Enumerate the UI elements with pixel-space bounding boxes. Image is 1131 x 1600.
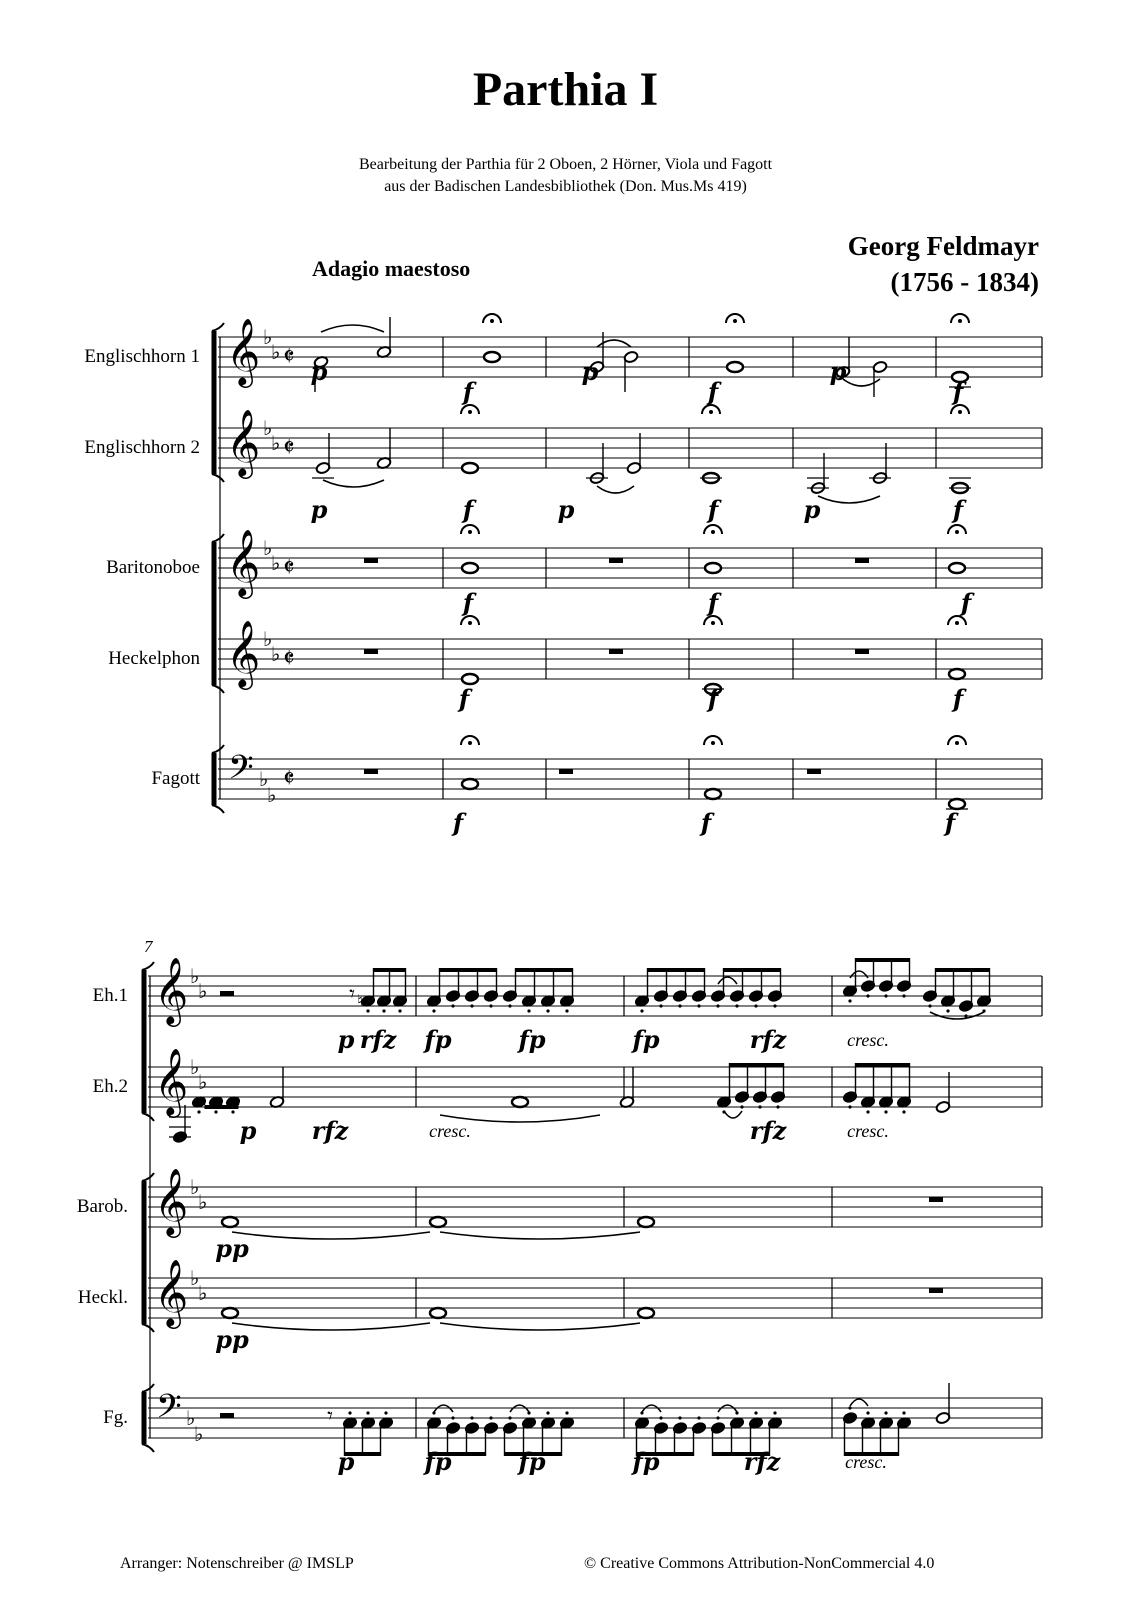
bracket-hook xyxy=(142,1324,154,1332)
staccato-dot xyxy=(348,1411,351,1414)
dynamic-p: p xyxy=(803,495,821,524)
instrument-abbr-barob: Barob. xyxy=(76,1196,128,1217)
whole-rest xyxy=(364,649,378,654)
dynamic-cresc: cresc. xyxy=(845,1452,887,1472)
staccato-dot xyxy=(489,1004,492,1007)
bass-clef: 𝄢 xyxy=(228,749,254,794)
staccato-dot xyxy=(678,1416,681,1419)
staccato-dot xyxy=(384,1411,387,1414)
flat-sign: ♭ xyxy=(190,1057,200,1079)
whole-note xyxy=(727,362,743,372)
natural-sign: ♮ xyxy=(357,993,363,1010)
staccato-dot xyxy=(382,1009,385,1012)
beam xyxy=(374,968,406,972)
whole-note xyxy=(222,1308,238,1318)
beam xyxy=(205,1105,239,1109)
whole-rest xyxy=(855,649,869,654)
staccato-dot xyxy=(902,994,905,997)
cut-time: 𝄵 xyxy=(283,644,295,673)
fermata-dot xyxy=(709,410,713,414)
whole-rest xyxy=(364,558,378,563)
staccato-dot xyxy=(197,1110,200,1113)
staccato-dot xyxy=(964,1014,967,1017)
dynamic-pp: pp xyxy=(215,1234,249,1263)
whole-rest xyxy=(220,991,234,996)
instrument-name-eh1: Englischhorn 1 xyxy=(84,346,200,367)
dynamic-rfz: rfz xyxy=(743,1447,781,1476)
staccato-dot xyxy=(508,1416,511,1419)
flat-sign: ♭ xyxy=(271,342,281,364)
flat-sign: ♭ xyxy=(271,433,281,455)
slur xyxy=(818,496,880,503)
composer-dates: (1756 - 1834) xyxy=(890,267,1039,297)
staccato-dot xyxy=(640,1009,643,1012)
staccato-dot xyxy=(866,1110,869,1113)
fermata-dot xyxy=(468,410,472,414)
staccato-dot xyxy=(470,1004,473,1007)
slur xyxy=(232,1232,430,1239)
slur xyxy=(597,486,634,493)
instrument-abbr-fg: Fg. xyxy=(103,1407,128,1428)
dynamic-f: f xyxy=(944,808,956,837)
flat-sign: ♭ xyxy=(190,1177,200,1199)
flat-sign: ♭ xyxy=(271,553,281,575)
subtitle-line-1: Bearbeitung der Parthia für 2 Oboen, 2 Hörner, Viola und Fagott xyxy=(358,156,773,173)
whole-note xyxy=(430,1217,446,1227)
bracket-hook xyxy=(142,1444,154,1452)
bracket-hook xyxy=(212,805,224,813)
dynamic-p: p xyxy=(337,1025,355,1054)
arranger-credit: Arranger: Notenschreiber @ IMSLP xyxy=(120,1555,354,1572)
beam xyxy=(516,968,573,972)
whole-note xyxy=(638,1308,654,1318)
staccato-dot xyxy=(366,1009,369,1012)
whole-rest xyxy=(220,1413,234,1418)
dynamic-p: p xyxy=(557,495,575,524)
whole-rest xyxy=(855,558,869,563)
staccato-dot xyxy=(432,1009,435,1012)
flat-sign: ♭ xyxy=(259,769,269,791)
flat-sign: ♭ xyxy=(263,538,273,560)
fermata-dot xyxy=(468,621,472,625)
dynamic-fp: fp xyxy=(518,1025,546,1054)
staccato-dot xyxy=(716,1004,719,1007)
staccato-dot xyxy=(773,1411,776,1414)
staccato-dot xyxy=(848,999,851,1002)
bracket-hook xyxy=(212,685,224,693)
staccato-dot xyxy=(508,1004,511,1007)
fermata-dot xyxy=(468,741,472,745)
dynamic-f: f xyxy=(700,808,712,837)
fermata-dot xyxy=(955,621,959,625)
staccato-dot xyxy=(231,1110,234,1113)
staccato-dot xyxy=(902,1411,905,1414)
staccato-dot xyxy=(848,1105,851,1108)
flat-sign: ♭ xyxy=(190,966,200,988)
flat-sign: ♭ xyxy=(186,1408,196,1430)
cut-time: 𝄵 xyxy=(283,553,295,582)
staccato-dot xyxy=(489,1416,492,1419)
dynamic-f: f xyxy=(462,588,474,617)
dynamic-f: f xyxy=(458,684,470,713)
bass-clef: 𝄢 xyxy=(156,1388,182,1433)
instrument-name-baritonoboe: Baritonoboe xyxy=(106,557,200,578)
staccato-dot xyxy=(546,1009,549,1012)
whole-note xyxy=(512,1097,528,1107)
flat-sign: ♭ xyxy=(267,785,277,807)
beam xyxy=(856,958,910,962)
staccato-dot xyxy=(398,1009,401,1012)
slur xyxy=(850,1399,868,1406)
fermata-dot xyxy=(711,741,715,745)
whole-note xyxy=(705,789,721,799)
license-notice: © Creative Commons Attribution-NonCommercial 4.0 xyxy=(584,1555,935,1572)
dynamic-fp: fp xyxy=(632,1025,660,1054)
staccato-dot xyxy=(884,994,887,997)
staccato-dot xyxy=(697,1416,700,1419)
treble-clef: 𝄞 xyxy=(226,319,261,384)
bracket-hook xyxy=(212,745,224,753)
bracket-hook xyxy=(212,323,224,331)
dynamic-cresc: cresc. xyxy=(847,1121,889,1141)
bracket-hook xyxy=(212,474,224,482)
dynamic-p: p xyxy=(310,357,328,386)
fermata-dot xyxy=(955,741,959,745)
slur xyxy=(232,1323,430,1330)
whole-note xyxy=(638,1217,654,1227)
staccato-dot xyxy=(565,1411,568,1414)
staccato-dot xyxy=(902,1110,905,1113)
bracket-hook xyxy=(142,1173,154,1181)
dynamic-f: f xyxy=(707,495,719,524)
treble-clef: 𝄞 xyxy=(226,621,261,686)
fermata-dot xyxy=(955,530,959,534)
dynamic-f: f xyxy=(960,588,972,617)
flat-sign: ♭ xyxy=(198,1283,208,1305)
slur xyxy=(597,340,631,347)
staccato-dot xyxy=(776,1105,779,1108)
tempo-marking: Adagio maestoso xyxy=(312,256,471,281)
flat-sign: ♭ xyxy=(190,1268,200,1290)
dynamic-f: f xyxy=(952,495,964,524)
staccato-dot xyxy=(659,1416,662,1419)
whole-rest xyxy=(929,1197,943,1202)
fermata-dot xyxy=(490,319,494,323)
staccato-dot xyxy=(565,1009,568,1012)
dynamic-rfz: rfz xyxy=(359,1025,397,1054)
treble-clef: 𝄞 xyxy=(226,530,261,595)
dynamic-p: p xyxy=(829,357,847,386)
flat-sign: ♭ xyxy=(263,327,273,349)
whole-note xyxy=(462,674,478,684)
whole-note xyxy=(949,669,965,679)
whole-rest xyxy=(609,649,623,654)
bracket-hook xyxy=(212,534,224,542)
staccato-dot xyxy=(678,1004,681,1007)
flat-sign: ♭ xyxy=(263,418,273,440)
dynamic-f: f xyxy=(452,808,464,837)
flat-sign: ♭ xyxy=(271,644,281,666)
staccato-dot xyxy=(928,1004,931,1007)
dynamic-f: f xyxy=(462,377,474,406)
staccato-dot xyxy=(946,1009,949,1012)
slur xyxy=(440,1323,640,1330)
bracket-hook xyxy=(142,962,154,970)
staccato-dot xyxy=(214,1110,217,1113)
staccato-dot xyxy=(866,1411,869,1414)
staccato-dot xyxy=(716,1416,719,1419)
dynamic-rfz: rfz xyxy=(311,1116,349,1145)
instrument-name-fagott: Fagott xyxy=(151,768,200,789)
slur xyxy=(321,325,384,332)
instrument-name-eh2: Englischhorn 2 xyxy=(84,437,200,458)
dynamic-p: p xyxy=(310,495,328,524)
staccato-dot xyxy=(740,1105,743,1108)
dynamic-f: f xyxy=(462,495,474,524)
treble-clef: 𝄞 xyxy=(154,1260,189,1325)
whole-rest xyxy=(559,769,573,774)
instrument-abbr-heckl: Heckl. xyxy=(77,1287,128,1308)
slur xyxy=(440,1232,640,1239)
whole-note xyxy=(462,463,478,473)
flat-sign: ♭ xyxy=(198,1072,208,1094)
whole-note xyxy=(484,352,500,362)
staccato-dot xyxy=(754,1411,757,1414)
page-title: Parthia I xyxy=(472,63,659,116)
whole-note xyxy=(705,563,721,573)
fermata-dot xyxy=(468,530,472,534)
staccato-dot xyxy=(773,1004,776,1007)
slur xyxy=(724,1111,742,1118)
bracket-hook xyxy=(142,1113,154,1121)
dynamic-rfz: rfz xyxy=(749,1116,787,1145)
subtitle-line-2: aus der Badischen Landesbibliothek (Don. Mus.Ms 419) xyxy=(384,178,747,195)
staccato-dot xyxy=(884,1110,887,1113)
staccato-dot xyxy=(546,1411,549,1414)
cut-time: 𝄵 xyxy=(283,433,295,462)
whole-note xyxy=(430,1308,446,1318)
staccato-dot xyxy=(659,1004,662,1007)
dynamic-fp: fp xyxy=(424,1025,452,1054)
instrument-name-heckelphon: Heckelphon xyxy=(108,648,200,669)
flat-sign: ♭ xyxy=(198,981,208,1003)
beam xyxy=(648,968,705,972)
staccato-dot xyxy=(697,1004,700,1007)
whole-note xyxy=(462,563,478,573)
whole-rest xyxy=(807,769,821,774)
dynamic-p: p xyxy=(581,357,599,386)
beam xyxy=(724,968,781,972)
dynamic-f: f xyxy=(707,377,719,406)
dynamic-p: p xyxy=(337,1447,355,1476)
staccato-dot xyxy=(366,1411,369,1414)
staccato-dot xyxy=(470,1416,473,1419)
fermata-dot xyxy=(733,319,737,323)
staccato-dot xyxy=(848,1406,851,1409)
instrument-abbr-eh2: Eh.2 xyxy=(92,1076,128,1097)
whole-note xyxy=(949,563,965,573)
eighth-rest: 𝄾 xyxy=(327,1403,333,1428)
dynamic-p: p xyxy=(239,1116,257,1145)
dynamic-cresc: cresc. xyxy=(429,1121,471,1141)
treble-clef: 𝄞 xyxy=(154,1049,189,1114)
dynamic-pp: pp xyxy=(215,1325,249,1354)
whole-rest xyxy=(364,769,378,774)
whole-note xyxy=(462,779,478,789)
flat-sign: ♭ xyxy=(263,629,273,651)
fermata-dot xyxy=(711,530,715,534)
dynamic-cresc: cresc. xyxy=(847,1030,889,1050)
whole-rest xyxy=(929,1288,943,1293)
staccato-dot xyxy=(451,1416,454,1419)
staccato-dot xyxy=(884,1411,887,1414)
beam xyxy=(440,968,497,972)
eighth-rest: 𝄾 xyxy=(349,981,355,1006)
beam xyxy=(730,1063,784,1067)
fermata-dot xyxy=(958,319,962,323)
flat-sign: ♭ xyxy=(194,1424,204,1446)
treble-clef: 𝄞 xyxy=(226,410,261,475)
beam xyxy=(936,968,990,972)
slur xyxy=(850,971,868,978)
whole-note xyxy=(222,1217,238,1227)
slur xyxy=(718,977,737,984)
fermata-dot xyxy=(958,410,962,414)
dynamic-f: f xyxy=(952,377,964,406)
instrument-abbr-eh1: Eh.1 xyxy=(92,985,128,1006)
dynamic-rfz: rfz xyxy=(749,1025,787,1054)
treble-clef: 𝄞 xyxy=(154,958,189,1023)
staccato-dot xyxy=(754,1004,757,1007)
staccato-dot xyxy=(758,1105,761,1108)
dynamic-f: f xyxy=(952,684,964,713)
dynamic-f: f xyxy=(707,684,719,713)
bracket-hook xyxy=(142,1384,154,1392)
fermata-dot xyxy=(711,621,715,625)
staccato-dot xyxy=(451,1004,454,1007)
dynamic-f: f xyxy=(707,588,719,617)
slur xyxy=(323,480,384,487)
cut-time: 𝄵 xyxy=(283,764,295,793)
measure-number: 7 xyxy=(144,937,153,956)
staccato-dot xyxy=(735,1004,738,1007)
composer-name: Georg Feldmayr xyxy=(847,231,1039,261)
cut-time: 𝄵 xyxy=(283,342,295,371)
beam xyxy=(856,1063,910,1067)
dynamic-fp: fp xyxy=(424,1447,452,1476)
dynamic-fp: fp xyxy=(632,1447,660,1476)
whole-rest xyxy=(609,558,623,563)
dynamic-fp: fp xyxy=(518,1447,546,1476)
treble-clef: 𝄞 xyxy=(154,1169,189,1234)
staccato-dot xyxy=(527,1009,530,1012)
staccato-dot xyxy=(866,994,869,997)
flat-sign: ♭ xyxy=(198,1192,208,1214)
